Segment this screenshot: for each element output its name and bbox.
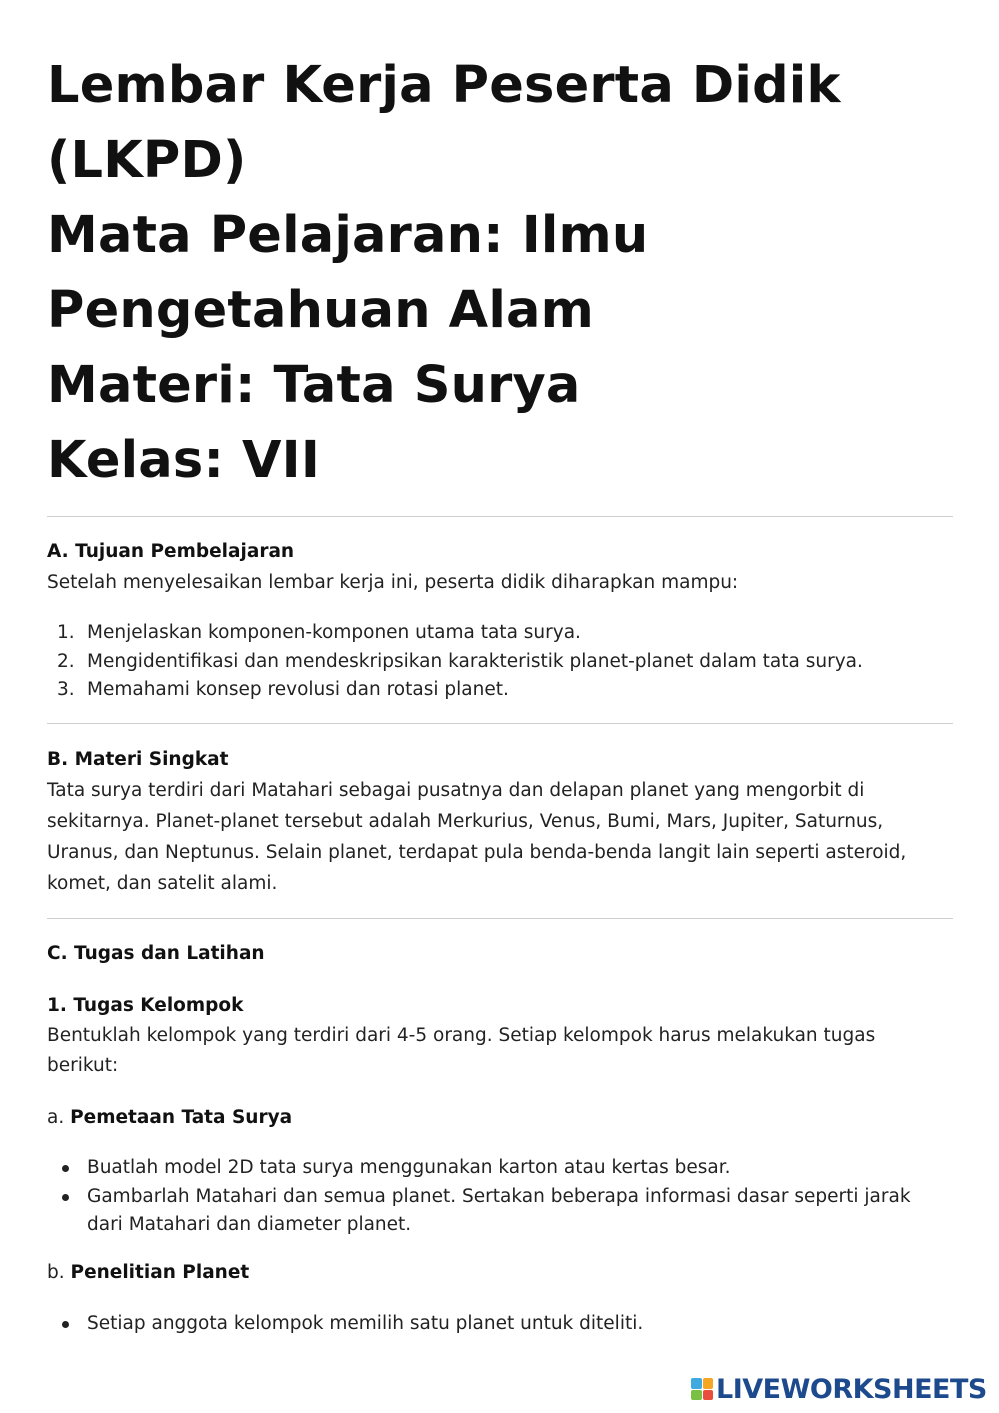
section-b-heading: B. Materi Singkat — [47, 749, 229, 770]
title-line-4: Pengetahuan Alam — [47, 281, 594, 340]
divider — [47, 918, 953, 919]
list-item: 3. Memahami konsep revolusi dan rotasi planet. — [57, 679, 509, 700]
learning-objectives-list — [47, 619, 863, 705]
list-item: Setiap anggota kelompok memilih satu planet untuk diteliti. — [47, 1310, 643, 1339]
list-item: Gambarlah Matahari dan semua planet. Sertakan beberapa informasi dasar seperti jarak dari Matahari dan diameter planet. — [47, 1183, 947, 1240]
bullet-icon — [62, 1194, 69, 1201]
sub-task-b-list — [47, 1310, 643, 1339]
divider — [47, 723, 953, 724]
task-1-heading: 1. Tugas Kelompok — [47, 995, 244, 1016]
bullet-icon — [62, 1165, 69, 1172]
task-1-body: Bentuklah kelompok yang terdiri dari 4-5 orang. Setiap kelompok harus melakukan tugas berikut: — [47, 1025, 876, 1076]
list-item: 2. Mengidentifikasi dan mendeskripsikan karakteristik planet-planet dalam tata surya. — [57, 650, 863, 672]
title-line-2: (LKPD) — [47, 131, 247, 190]
bullet-icon — [62, 1321, 69, 1328]
title-line-1: Lembar Kerja Peserta Didik — [47, 56, 841, 115]
page-title — [47, 48, 841, 498]
sub-task-b-heading: b. Penelitian Planet — [47, 1262, 250, 1283]
title-line-6: Kelas: VII — [47, 431, 321, 490]
list-item: 1. Menjelaskan komponen-komponen utama tata surya. — [57, 622, 581, 643]
section-a-heading: A. Tujuan Pembelajaran — [47, 541, 295, 562]
section-b-body: Tata surya terdiri dari Matahari sebagai pusatnya dan delapan planet yang mengorbit di sekitarnya. Planet-planet tersebut adalah Merkurius, Venus, Bumi, Mars, Jupiter, Saturnus, Uranus, dan Neptunus. Selain planet, terdapat pula benda-benda langit lain seperti asteroid, komet, dan satelit alami. — [47, 780, 907, 894]
title-line-5: Materi: Tata Surya — [47, 356, 581, 415]
sub-task-a-list — [47, 1154, 947, 1240]
sub-task-a-heading: a. Pemetaan Tata Surya — [47, 1107, 293, 1128]
divider — [47, 516, 953, 517]
list-item: Buatlah model 2D tata surya menggunakan karton atau kertas besar. — [47, 1154, 947, 1183]
liveworksheets-logo[interactable] — [691, 1374, 987, 1404]
section-c-heading: C. Tugas dan Latihan — [47, 943, 265, 964]
section-a-intro: Setelah menyelesaikan lembar kerja ini, peserta didik diharapkan mampu: — [47, 572, 739, 593]
liveworksheets-logo-icon — [691, 1378, 713, 1400]
logo-text: LIVEWORKSHEETS — [716, 1373, 987, 1405]
title-line-3: Mata Pelajaran: Ilmu — [47, 206, 649, 265]
